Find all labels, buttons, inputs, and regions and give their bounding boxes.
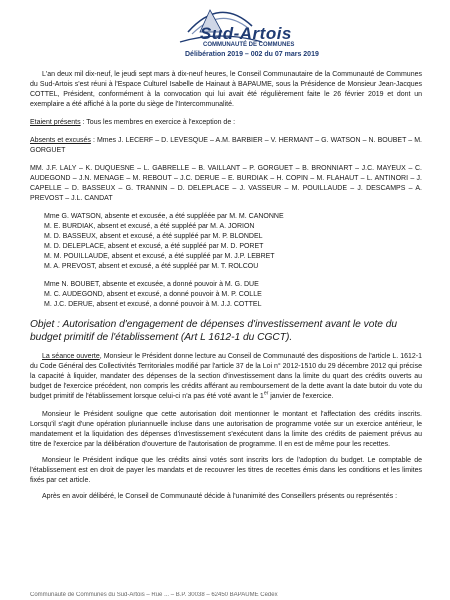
seance-superscript: er [263, 390, 269, 397]
list-item: M. D. BASSEUX, absent et excusé, a été suppléé par M. P. BLONDEL [44, 233, 263, 240]
seance-text: , Monsieur le Président donne lecture au Conseil de Communauté des dispositions de l'article L. 1612-1 du Code Général des Collectivités Territoriales modifié par l'article 37 de la Loi n° 2012-1510 du 29 décembre 2012 qui précise la capacité à liquider, mandater des dépenses de la section d'investissement dans la limite du quart des crédits ouverts au budget de l'exercice précédent, non compris les crédits afférant au remboursement de la dette avant la date butoir du vote du budget primitif de l'établissement lorsque celui-ci n'a pas été voté avant le 1 [30, 353, 422, 400]
suppleants-list [30, 212, 422, 272]
presents-text: : Tous les membres en exercice à l'exception de : [80, 119, 236, 126]
absents-line [30, 136, 422, 156]
list-item: M. J.C. DERUE, absent et excusé, a donné pouvoir à M. J.J. COTTEL [44, 301, 262, 308]
seance-label: La séance ouverte [42, 353, 100, 360]
brand-subtitle: COMMUNAUTÉ DE COMMUNES [203, 42, 295, 48]
absents-text: : Mmes J. LECERF – D. LEVESQUE – A.M. BARBIER – V. HERMANT – G. WATSON – N. BOUBET – M. GORGUET [30, 137, 422, 154]
document-body [30, 70, 422, 502]
page-footer: Communauté de Communes du Sud-Artois – Rue ... – B.P. 30038 – 62450 BAPAUME Cedex [30, 592, 278, 598]
seance-paragraph [30, 352, 422, 402]
decide-paragraph: Après en avoir délibéré, le Conseil de Communauté décide à l'unanimité des Conseillers présents ou représentés : [42, 493, 398, 500]
list-item: M. M. POUILLAUDE, absent et excusé, a été suppléé par M. J.P. LEBRET [44, 253, 275, 260]
pouvoirs-list [30, 280, 422, 310]
indique-paragraph: Monsieur le Président indique que les crédits ainsi votés sont inscrits lors de l'adoption du budget. Le comptable de l'établissement est en droit de payer les mandats et de recouvrer les titres de recettes émis dans les conditions et les limites fixés par cet article. [30, 457, 422, 484]
souligne-paragraph: Monsieur le Président souligne que cette autorisation doit mentionner le montant et l'affectation des crédits inscrits. Lorsqu'il s'agit d'une opération pluriannuelle incluse dans une autorisation de programme votée sur un exercice antérieur, le mandatement et la liquidation des dépenses d'investissement s'exécutent dans la limite des crédits de paiement prévus au titre de l'exercice par la délibération d'ouverture de l'autorisation de programme. Il en est de même pour les recettes. [30, 411, 422, 448]
objet-heading: Objet : Autorisation d'engagement de dépenses d'investissement avant le vote du budget primitif de l'établissement (Art L 1612-1 du CGCT). [30, 319, 398, 343]
absents-label: Absents et excusés [30, 137, 91, 144]
deliberation-reference: Délibération 2019 – 002 du 07 mars 2019 [185, 51, 319, 58]
intro-paragraph: L'an deux mil dix-neuf, le jeudi sept mars à dix-neuf heures, le Conseil Communautaire de la Communauté de Communes du Sud-Artois s'est réuni à l'Espace Culturel Isabelle de Hainaut à BAPAUME, sous la Présidence de Monsieur Jean-Jacques COTTEL, Président, conformément à la convocation qui lui avait été régulièrement faite le 26 février 2019 et dont un exemplaire a été affiché à la porte du siège de l'Intercommunalité. [30, 71, 422, 108]
list-item: M. E. BURDIAK, absent et excusé, a été suppléé par M. A. JORION [44, 223, 255, 230]
list-item: Mme N. BOUBET, absente et excusée, a donné pouvoir à M. G. DUE [44, 281, 259, 288]
seance-end: janvier de l'exercice. [268, 393, 334, 400]
list-item: M. C. AUDEGOND, absent et excusé, a donné pouvoir à M. P. COLLE [44, 291, 262, 298]
messieurs-list: MM. J.F. LALY – K. DUQUESNE – L. GABRELLE – B. VAILLANT – P. GORGUET – B. BRONNIART – J.C. MAYEUX – C. AUDEGOND – J.N. MENAGE – M. REBOUT – J.C. DERUE – E. BURDIAK – H. COPIN – M. FLAHAUT – L. ANTINORI – J. CAPELLE – D. BASSEUX – G. TRANNIN – D. DELEPLACE – J. VASSEUR – M. POUILLAUDE – J. DESCAMPS – A. PREVOST – J.L. CANDAT [30, 165, 422, 202]
list-item: M. D. DELEPLACE, absent et excusé, a été suppléé par M. D. PORET [44, 243, 264, 250]
list-item: Mme G. WATSON, absente et excusée, a été suppléée par M. M. CANONNE [44, 213, 284, 220]
presents-line [30, 118, 422, 128]
list-item: M. A. PREVOST, absent et excusé, a été suppléé par M. T. ROLCOU [44, 263, 259, 270]
presents-label: Etaient présents [30, 119, 81, 126]
brand-name: Sud-Artois [200, 24, 292, 43]
